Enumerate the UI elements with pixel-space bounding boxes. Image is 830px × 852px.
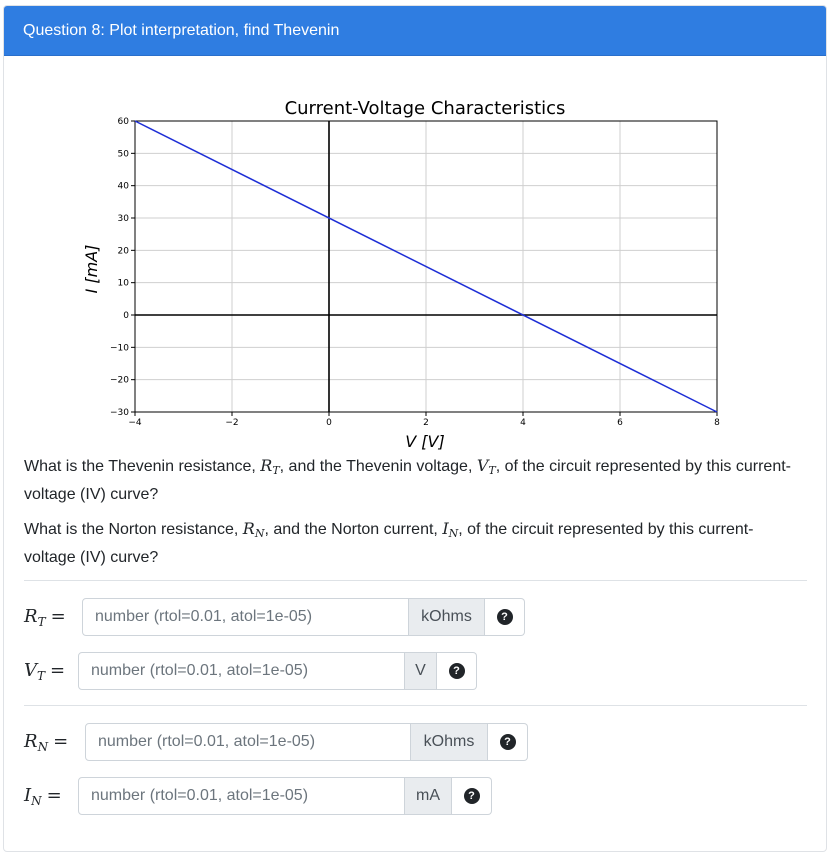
question-card — [3, 5, 827, 852]
y-tick-label: 30 — [117, 214, 129, 224]
in-symbol: $I_N$ — [442, 519, 459, 540]
section-divider — [24, 580, 807, 581]
question-text: , and the Thevenin voltage, — [279, 458, 477, 475]
help-icon: ? — [449, 663, 465, 679]
iv-chart — [4, 56, 827, 466]
question-text: , of the circuit represented by this current-voltage (IV) curve? — [24, 521, 754, 566]
rn-input-group — [85, 723, 528, 761]
x-tick-label: 2 — [423, 418, 429, 428]
in-answer-row — [24, 777, 524, 815]
y-tick-label: 0 — [123, 311, 129, 321]
rt-help-button[interactable] — [485, 598, 525, 636]
chart-ylabel: I [mA] — [82, 244, 101, 294]
rt-answer-row — [24, 598, 544, 636]
vt-label: $V_T$ = — [24, 659, 66, 683]
rt-unit: kOhms — [409, 598, 485, 636]
thevenin-question — [24, 454, 804, 507]
section-divider — [24, 705, 807, 706]
question-text: , and the Norton current, — [264, 521, 443, 538]
x-tick-label: 6 — [617, 418, 623, 428]
in-label: $I_N$ = — [24, 784, 62, 808]
y-tick-label: 40 — [117, 181, 129, 192]
vt-unit: V — [405, 652, 437, 690]
question-text: What is the Norton resistance, — [24, 521, 243, 538]
vt-input[interactable] — [78, 652, 405, 690]
vt-answer-row — [24, 652, 504, 690]
y-tick-label: 20 — [117, 246, 129, 257]
help-icon: ? — [464, 788, 480, 804]
vt-input-group — [78, 652, 477, 690]
vt-symbol: $V_T$ — [476, 456, 496, 477]
x-tick-label: 0 — [326, 418, 332, 428]
rn-help-button[interactable] — [488, 723, 528, 761]
x-tick-label: 8 — [714, 418, 720, 428]
in-input[interactable] — [78, 777, 405, 815]
y-tick-label: −30 — [110, 408, 129, 418]
question-text: What is the Thevenin resistance, — [24, 458, 261, 475]
y-tick-label: −10 — [110, 343, 129, 354]
question-text: , of the circuit represented by this current-voltage (IV) curve? — [24, 458, 791, 503]
question-header: Question 8: Plot interpretation, find Thevenin — [4, 6, 826, 56]
norton-question — [24, 517, 804, 570]
rt-input-group — [82, 598, 525, 636]
in-help-button[interactable] — [452, 777, 492, 815]
rn-symbol: $R_N$ — [242, 519, 265, 540]
x-tick-label: 4 — [520, 418, 526, 428]
chart-title: Current-Voltage Characteristics — [284, 98, 566, 119]
chart-xlabel: V [V] — [405, 432, 445, 451]
rt-input[interactable] — [82, 598, 409, 636]
rn-answer-row — [24, 723, 544, 761]
y-tick-label: 50 — [117, 149, 129, 160]
help-icon: ? — [497, 609, 513, 625]
in-input-group — [78, 777, 492, 815]
help-icon: ? — [500, 734, 516, 750]
x-tick-label: −4 — [128, 418, 142, 428]
vt-help-button[interactable] — [437, 652, 477, 690]
y-tick-label: 10 — [117, 278, 129, 289]
y-tick-label: −20 — [110, 375, 129, 386]
in-unit: mA — [405, 777, 452, 815]
rt-label: $R_T$ = — [24, 605, 66, 629]
rn-label: $R_N$ = — [24, 730, 69, 754]
y-tick-label: 60 — [117, 117, 129, 127]
rn-input[interactable] — [85, 723, 411, 761]
x-tick-label: −2 — [225, 418, 239, 428]
rn-unit: kOhms — [411, 723, 488, 761]
rt-symbol: $R_T$ — [260, 456, 280, 477]
